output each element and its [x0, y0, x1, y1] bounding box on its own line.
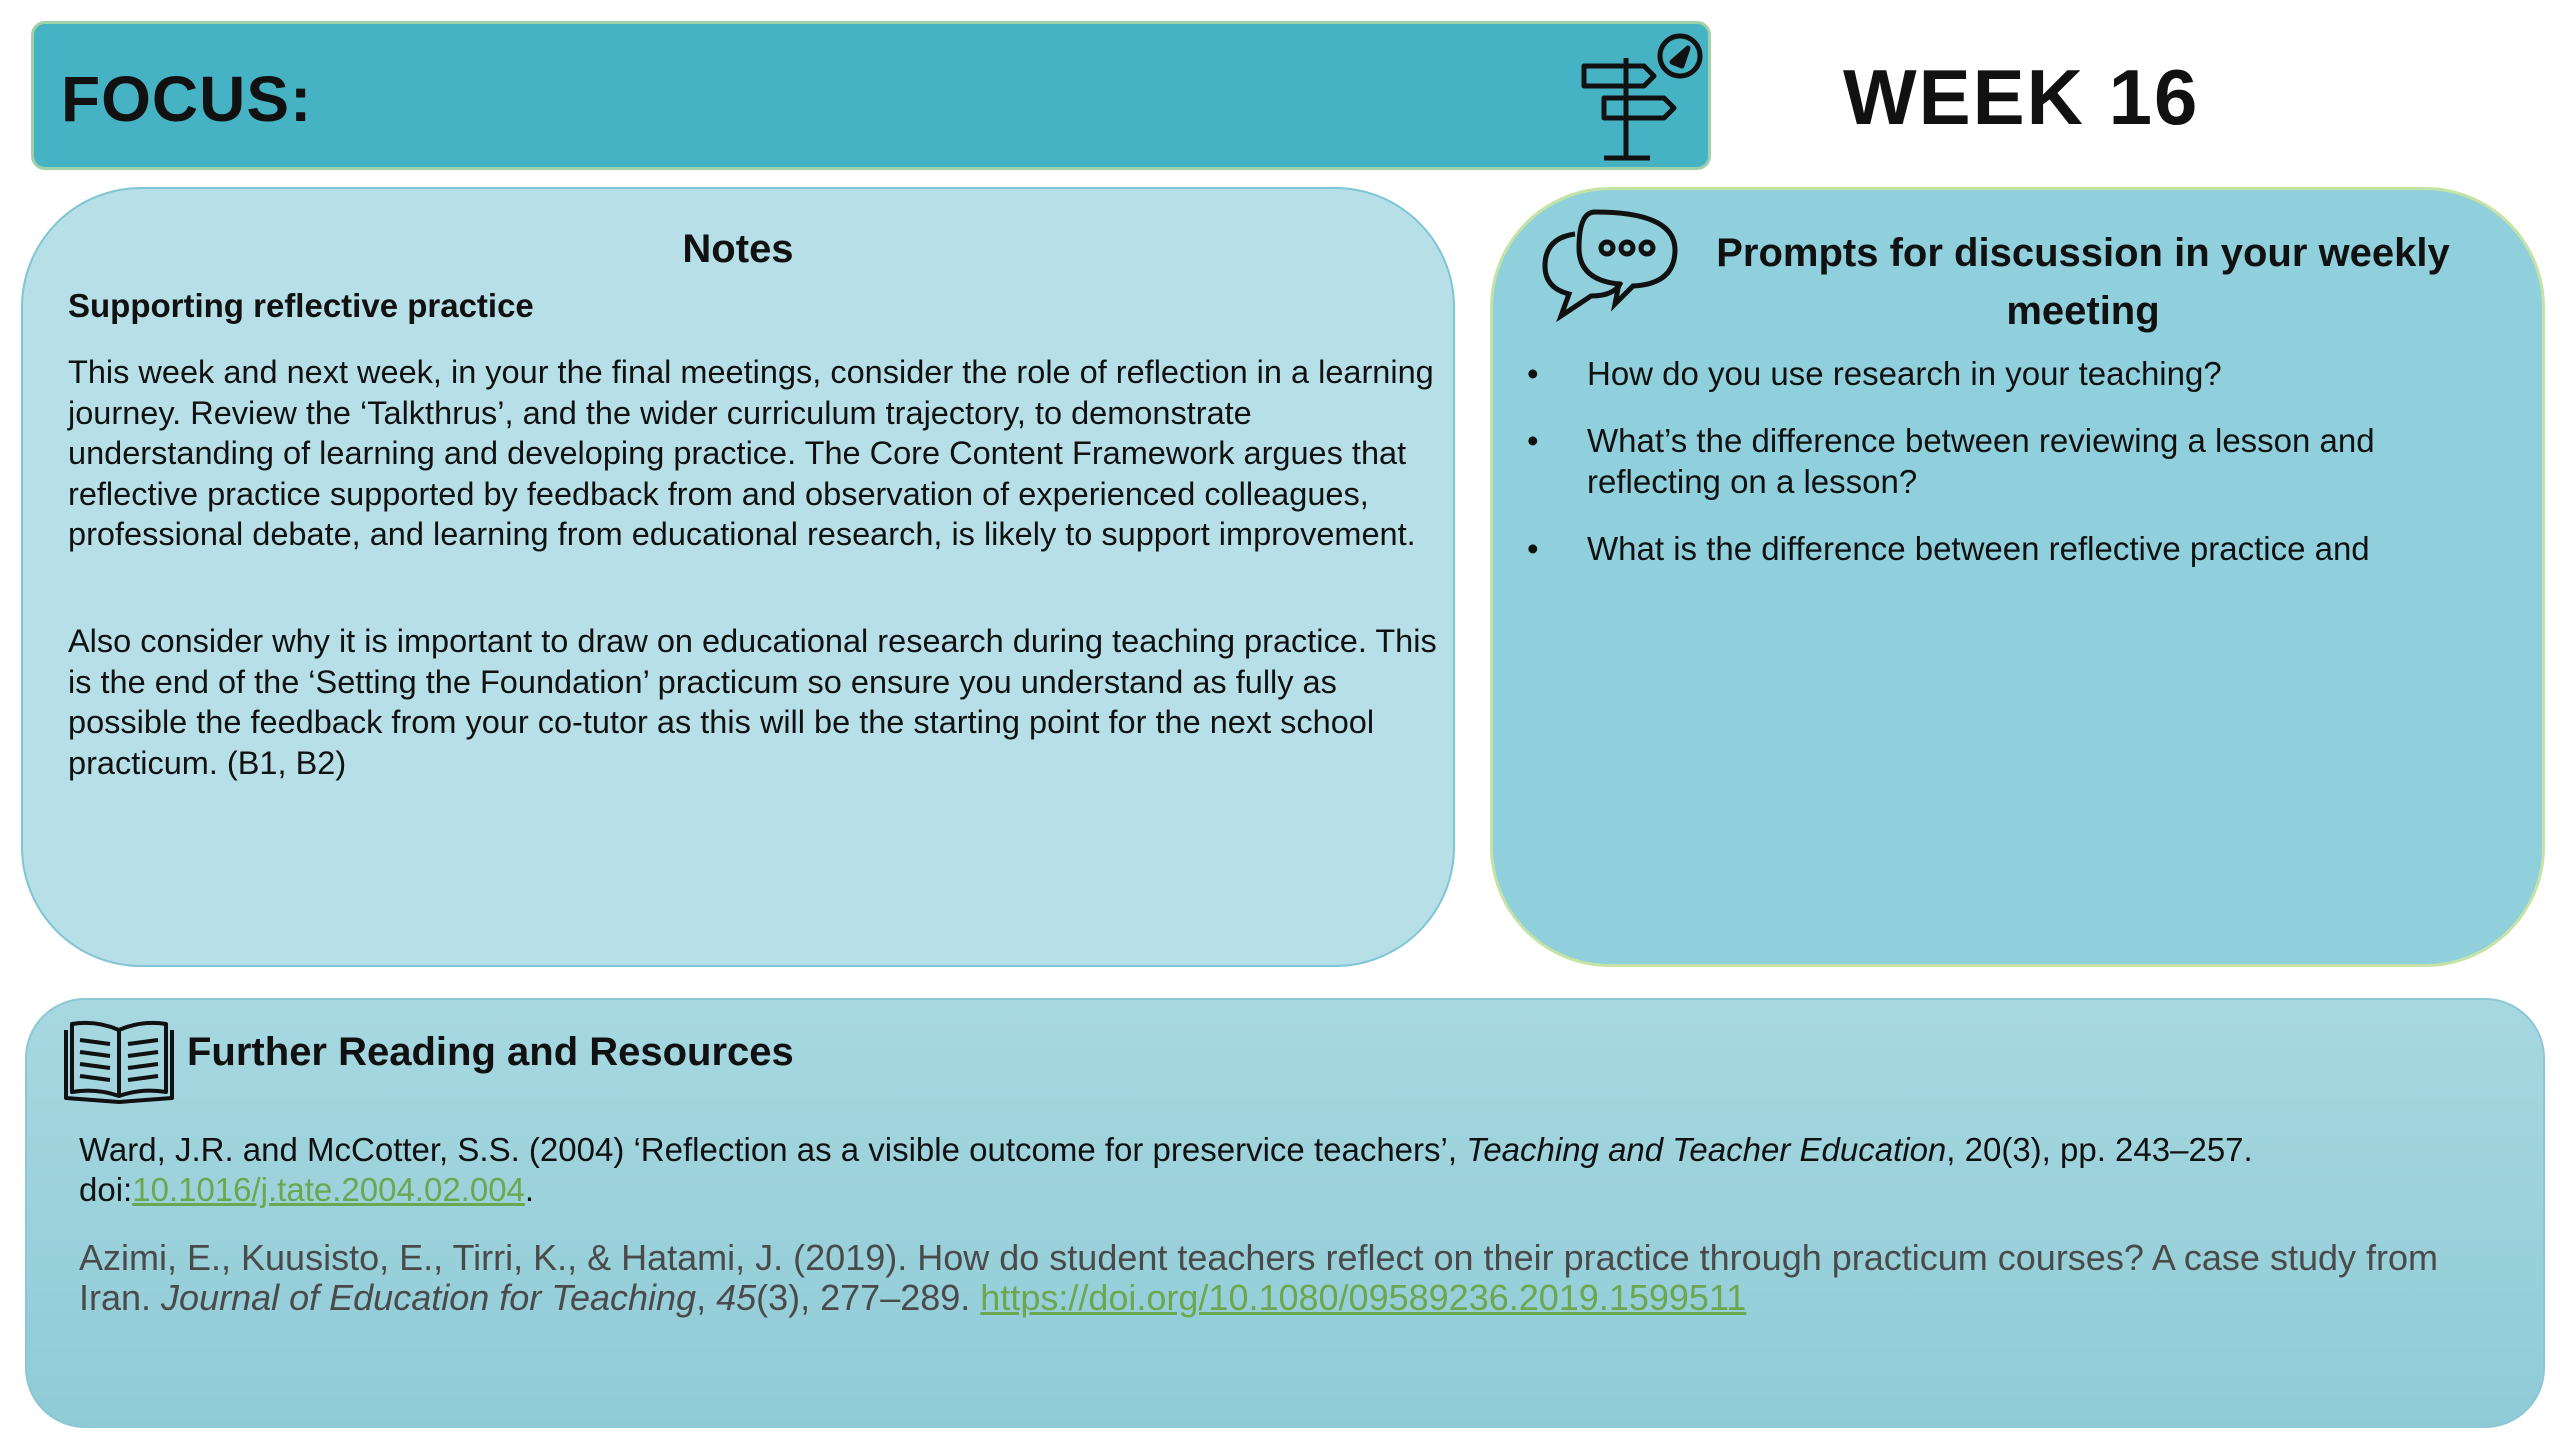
doi-link[interactable]: 10.1016/j.tate.2004.02.004: [132, 1171, 525, 1208]
list-item: [1493, 528, 2542, 569]
doi-link[interactable]: https://doi.org/10.1080/09589236.2019.1599511: [980, 1277, 1747, 1318]
notes-title: Notes: [682, 227, 794, 271]
ref-text: ,: [696, 1277, 717, 1318]
notes-paragraph: This week and next week, in your the final meetings, consider the role of reflection in a learning journey. Review the ‘Talkthrus’, and the wider curriculum trajectory, to demonstrate understanding of learning and developing practice. The Core Content Framework argues that reflective practice supported by feedback from and observation of experienced colleagues, professional debate, and learning from educational research, is likely to support improvement.: [68, 354, 1434, 552]
ref-volume: 45: [716, 1277, 757, 1318]
further-reading-title: Further Reading and Resources: [187, 1030, 794, 1074]
further-reading-card: [25, 998, 2545, 1428]
list-item: [1493, 353, 2542, 394]
prompts-list: [1493, 353, 2542, 595]
bullet: •: [1527, 355, 1539, 392]
prompt-text: What’s the difference between reviewing a lesson and reflecting on a lesson?: [1587, 422, 2375, 500]
focus-label: FOCUS:: [61, 63, 313, 135]
bullet: •: [1527, 422, 1539, 459]
list-item: [1493, 420, 2542, 502]
notes-subtitle: Supporting reflective practice: [68, 287, 534, 324]
ref-journal: Teaching and Teacher Education: [1466, 1131, 1947, 1168]
ref-journal: Journal of Education for Teaching: [161, 1277, 697, 1318]
ref-text: .: [524, 1171, 535, 1208]
prompts-title: Prompts for discussion in your weekly meeting: [1716, 231, 2450, 333]
week-label: WEEK 16: [1843, 53, 2200, 141]
chat-bubbles-icon: [1535, 204, 1685, 324]
open-book-icon: [60, 1016, 178, 1106]
reference-azimi-2019: [79, 1238, 2499, 1318]
signpost-icon: [1574, 28, 1714, 168]
ref-text: Ward, J.R. and McCotter, S.S. (2004) ‘Reflection as a visible outcome for preservice teachers’,: [79, 1131, 1467, 1168]
reference-ward-2004: [79, 1130, 2499, 1210]
prompt-text: What is the difference between reflective practice and: [1587, 530, 2370, 567]
focus-banner: [31, 21, 1711, 170]
ref-text: (3), 277–289.: [756, 1277, 981, 1318]
ref-text: , 20(3), pp. 243–257. doi:: [79, 1131, 2253, 1208]
ref-text: Azimi, E., Kuusisto, E., Tirri, K., & Hatami, J. (2019). How do student teachers reflect on their practice through practicum courses? A case study from Iran.: [79, 1237, 2438, 1318]
prompt-text: How do you use research in your teaching?: [1587, 355, 2222, 392]
prompts-card: [1490, 187, 2545, 967]
notes-paragraph: Also consider why it is important to draw on educational research during teaching practice. This is the end of the ‘Setting the Foundation’ practicum so ensure you understand as fully as possible the feedback from your co-tutor as this will be the starting point for the next school practicum. (B1, B2): [68, 623, 1437, 781]
bullet: •: [1527, 530, 1539, 567]
notes-card: [21, 187, 1455, 967]
